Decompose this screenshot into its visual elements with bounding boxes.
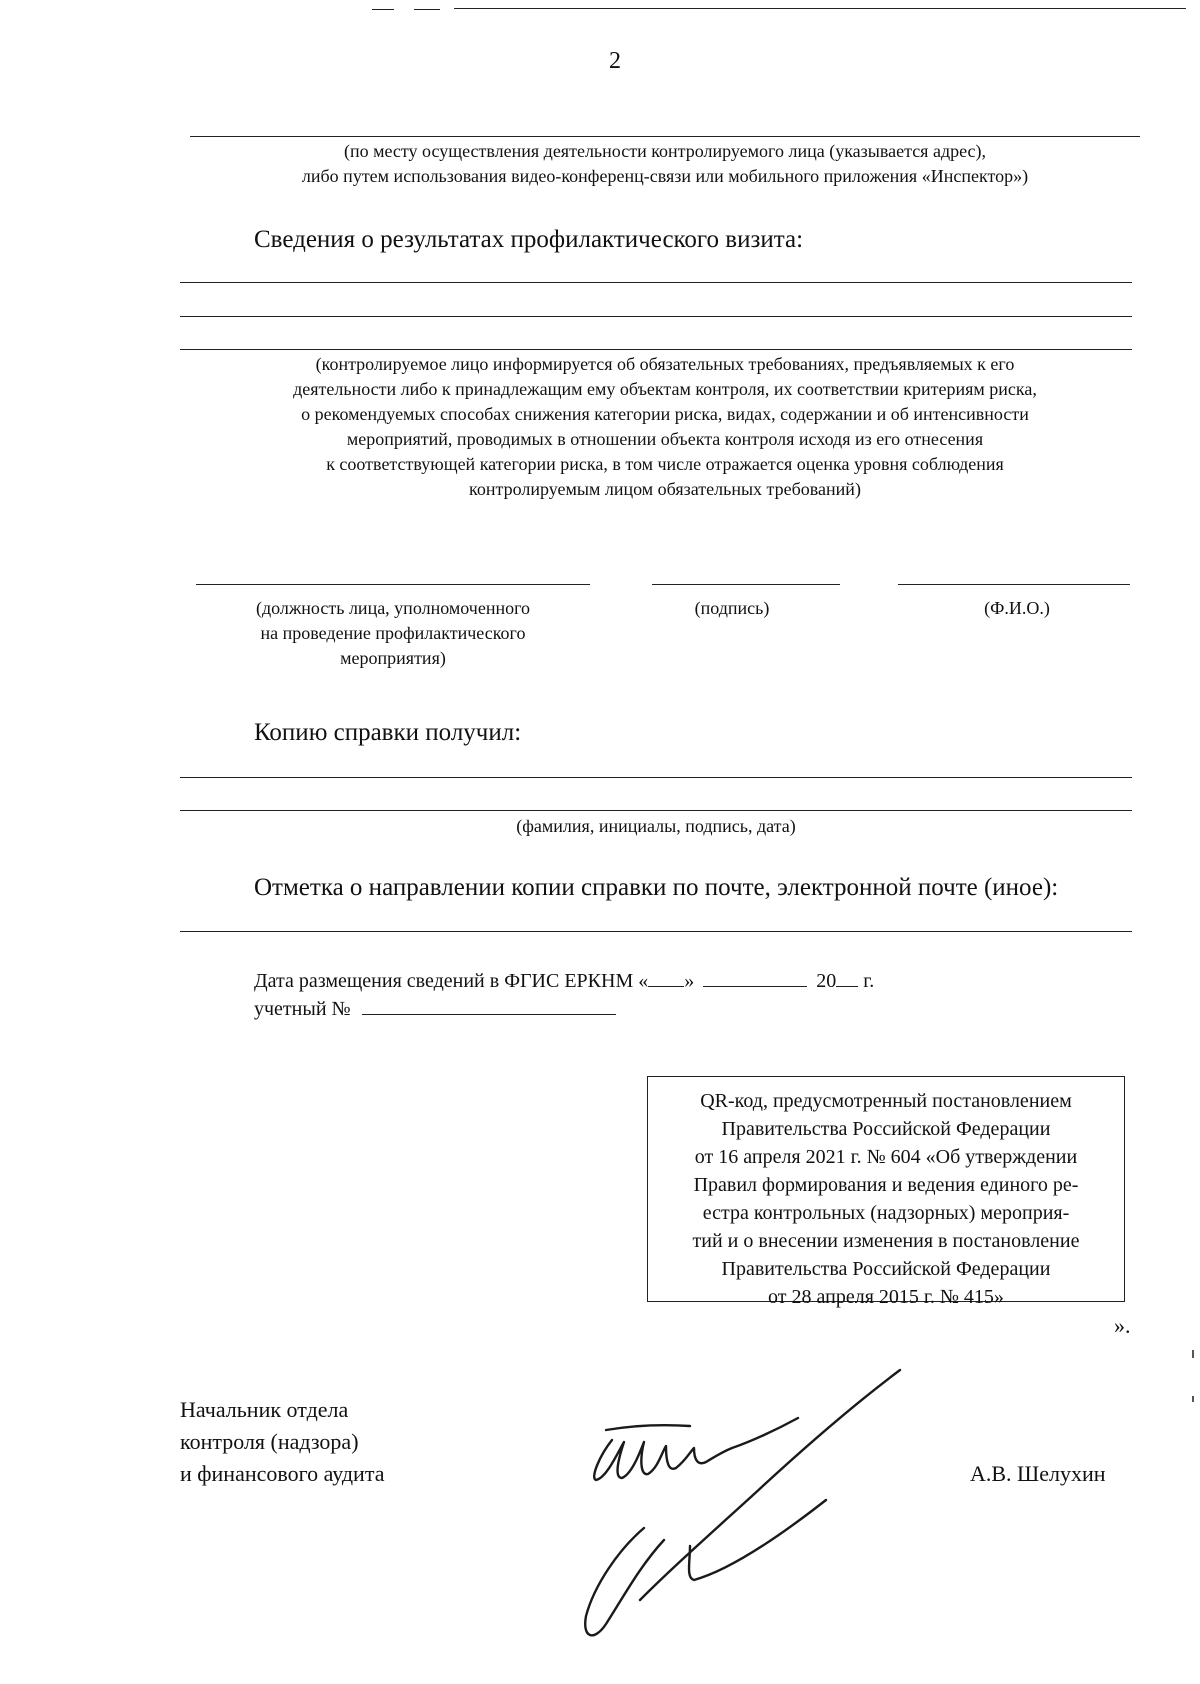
- month-blank: [703, 966, 807, 987]
- location-note-line-1: (по месту осуществления деятельности контролируемого лица (указывается адрес),: [343, 141, 987, 161]
- qr-note-line: от 28 апреля 2015 г. № 415»: [768, 1286, 1004, 1308]
- account-label: учетный №: [254, 998, 351, 1020]
- location-note-line-2: либо путем использования видео-конференц-связи или мобильного приложения «Инспектор»): [301, 166, 1029, 186]
- scan-speck: [1192, 1396, 1194, 1402]
- year-prefix: 20: [816, 970, 837, 992]
- copy-received-caption: (фамилия, инициалы, подпись, дата): [516, 816, 796, 836]
- results-heading: Сведения о результатах профилактического визита:: [254, 226, 804, 253]
- fio-line: [898, 584, 1130, 585]
- qr-note-line: от 16 апреля 2021 г. № 604 «Об утверждении: [694, 1146, 1078, 1168]
- signatory-name: А.В. Шелухин: [970, 1461, 1106, 1486]
- position-label-line: (должность лица, уполномоченного: [255, 598, 531, 618]
- copy-received-line-2: [180, 810, 1132, 811]
- fgis-date-row: [254, 966, 874, 995]
- top-border-dash-2: [414, 9, 440, 10]
- fio-label: (Ф.И.О.): [984, 598, 1050, 618]
- qr-note-line: тий и о внесении изменения в постановление: [692, 1230, 1080, 1252]
- results-note-line: (контролируемое лицо информируется об обязательных требованиях, предъявляемых к его: [315, 354, 1015, 374]
- mailing-heading: Отметка о направлении копии справки по почте, электронной почте (иное):: [254, 874, 1059, 901]
- qr-code-note-box: [647, 1076, 1125, 1308]
- results-line-1: [180, 282, 1132, 283]
- signatory-title-line: Начальник отдела: [180, 1397, 349, 1422]
- handwritten-signature: [540, 1360, 920, 1650]
- qr-note-line: Правил формирования и ведения единого ре-: [693, 1174, 1079, 1196]
- account-blank: [362, 994, 616, 1015]
- account-row: [254, 994, 616, 1023]
- position-line: [196, 584, 590, 585]
- mailing-line: [180, 931, 1132, 932]
- copy-received-heading: Копию справки получил:: [254, 719, 522, 746]
- signatory-title-line: контроля (надзора): [180, 1429, 359, 1454]
- year-blank: [836, 966, 858, 987]
- results-note-line: контролируемым лицом обязательных требований): [469, 479, 861, 499]
- signature-line: [652, 584, 840, 585]
- copy-received-line-1: [180, 777, 1132, 778]
- page-number: 2: [609, 48, 621, 74]
- position-label: [198, 596, 588, 671]
- signatory-title-line: и финансового аудита: [180, 1461, 385, 1486]
- position-label-line: мероприятия): [340, 648, 446, 668]
- position-label-line: на проведение профилактического: [260, 623, 526, 643]
- qr-note-line: QR-код, предусмотренный постановлением: [700, 1090, 1072, 1112]
- signatory-title: [180, 1394, 384, 1490]
- qr-note-line: естра контрольных (надзорных) мероприя-: [702, 1202, 1070, 1224]
- results-note: [150, 352, 1180, 502]
- location-line: [190, 136, 1140, 137]
- signature-label: (подпись): [694, 598, 770, 618]
- results-note-line: деятельности либо к принадлежащим ему объектам контроля, их соответствии критериям риска,: [293, 379, 1037, 399]
- day-blank: [648, 966, 684, 987]
- closing-quote: ».: [1114, 1313, 1131, 1338]
- year-suffix: г.: [863, 970, 875, 992]
- fgis-date-label: Дата размещения сведений в ФГИС ЕРКНМ «: [254, 970, 649, 992]
- fgis-quote-close: »: [684, 970, 695, 992]
- scan-speck: [1192, 1350, 1194, 1358]
- results-note-line: к соответствующей категории риска, в том числе отражается оценка уровня соблюдения: [326, 454, 1004, 474]
- results-note-line: о рекомендуемых способах снижения категории риска, видах, содержании и об интенсивности: [301, 404, 1029, 424]
- results-line-2: [180, 316, 1132, 317]
- results-line-3: [180, 349, 1132, 350]
- qr-note-line: Правительства Российской Федерации: [721, 1118, 1051, 1140]
- qr-note-line: Правительства Российской Федерации: [721, 1258, 1051, 1280]
- location-note: [150, 139, 1180, 189]
- results-note-line: мероприятий, проводимых в отношении объекта контроля исходя из его отнесения: [346, 429, 984, 449]
- top-border-line: [454, 8, 1186, 9]
- top-border-dash-1: [372, 9, 394, 10]
